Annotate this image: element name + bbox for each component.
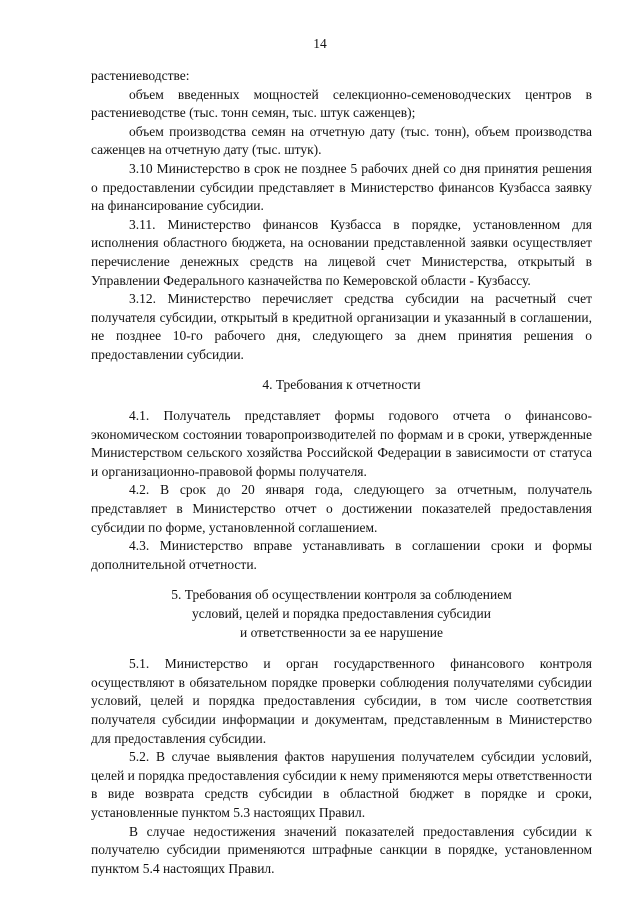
section-5-heading-line: условий, целей и порядка предоставления субсидии bbox=[191, 606, 491, 622]
section-5-heading-line: 5. Требования об осуществлении контроля за соблюдением bbox=[171, 587, 512, 603]
document-body bbox=[91, 67, 592, 878]
paragraph-4-1: 4.1. Получатель представляет формы годового отчета о финансово-экономическом состоянии товаропроизводителей по формам и в сроки, утвержденные Министерством сельского хозяйства Российской Федерации в зависимости от статуса и организационно-правовой формы получателя. bbox=[91, 408, 592, 479]
section-4-heading: 4. Требования к отчетности bbox=[262, 376, 421, 392]
paragraph-5-2: 5.2. В случае выявления фактов нарушения получателем субсидии условий, целей и порядка предоставления субсидии к нему применяются меры ответственности в виде возврата средств субсидии в областной бюджет в порядке и сроки, установленные пунктом 5.3 настоящих Правил. bbox=[91, 749, 592, 820]
paragraph-4-2: 4.2. В срок до 20 января года, следующего за отчетным, получатель представляет в Министерство отчет о достижении показателей предоставления субсидии по форме, установленной соглашением. bbox=[91, 482, 592, 535]
paragraph-3-11: 3.11. Министерство финансов Кузбасса в порядке, установленном для исполнения областного бюджета, на основании представленной заявки осуществляет перечисление денежных средств на лицевой счет Министерства, открытый в Управлении Федерального казначейства по Кемеровской области - Кузбассу. bbox=[91, 216, 592, 288]
paragraph-5-1: 5.1. Министерство и орган государственного финансового контроля осуществляют в обязательном порядке проверки соблюдения получателями субсидии условий, целей и порядка предоставления субсидии, в том числе соответствия получателя субсидии информации и документам, представленным в Министерство для предоставления субсидии. bbox=[91, 656, 592, 746]
paragraph-3-12: 3.12. Министерство перечисляет средства субсидии на расчетный счет получателя субсидии, открытый в кредитной организации и указанный в соглашении, не позднее 10-го рабочего дня, следующего за днем принятия решения о предоставлении субсидии. bbox=[91, 291, 592, 362]
paragraph-4-3: 4.3. Министерство вправе устанавливать в соглашении сроки и формы дополнительной отчетности. bbox=[91, 538, 592, 572]
paragraph-production: объем производства семян на отчетную дату (тыс. тонн), объем производства саженцев на отчетную дату (тыс. штук). bbox=[91, 123, 592, 158]
paragraph-penalties: В случае недостижения значений показателей предоставления субсидии к получателю субсидии применяются штрафные санкции в порядке, установленном пунктом 5.4 настоящих Правил. bbox=[91, 823, 592, 876]
paragraph-capacity: объем введенных мощностей селекционно-семеноводческих центров в растениеводстве (тыс. тонн семян, тыс. штук саженцев); bbox=[91, 86, 592, 121]
section-5-heading bbox=[91, 586, 592, 642]
continuation-line: растениеводстве: bbox=[91, 68, 190, 83]
paragraph-3-10: 3.10 Министерство в срок не позднее 5 рабочих дней со дня принятия решения о предоставлении субсидии представляет в Министерство финансов Кузбасса заявку на финансирование субсидии. bbox=[91, 160, 592, 214]
section-5-heading-line: и ответственности за ее нарушение bbox=[239, 624, 444, 640]
page-number: 14 bbox=[313, 36, 327, 51]
